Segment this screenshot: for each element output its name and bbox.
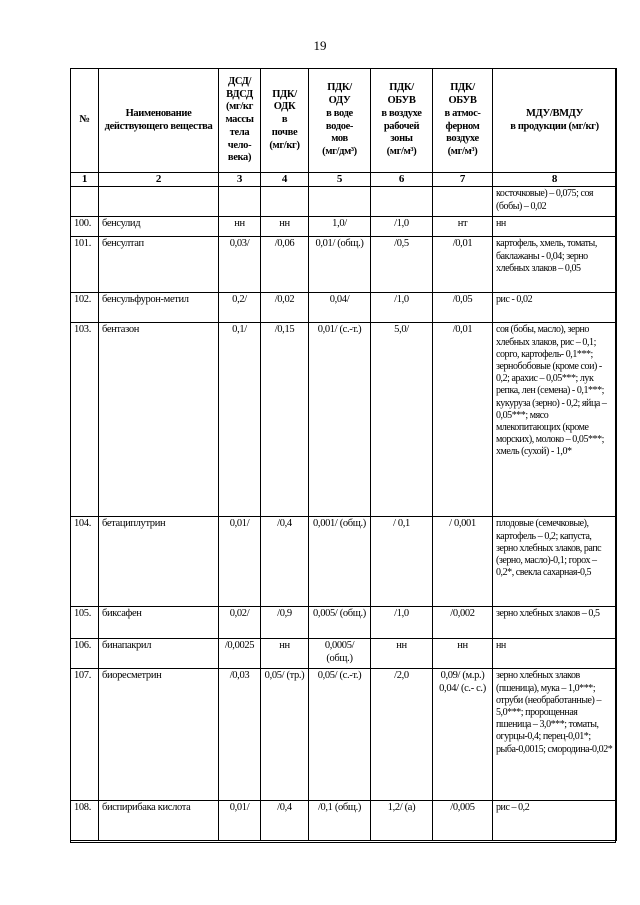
mdu-value: косточковые) – 0,075; соя (бобы) – 0,02: [493, 187, 617, 217]
work-air-value: 1,2/ (а): [371, 801, 433, 841]
page-number: 19: [313, 38, 327, 53]
dsd-value: 0,01/: [219, 517, 261, 607]
column-number: 5: [309, 173, 371, 187]
row-number: 105.: [71, 607, 99, 639]
dsd-value: 0,03/: [219, 237, 261, 293]
header-dsd: ДСД/ ВДСД (мг/кг массы тела чело- века): [219, 69, 261, 173]
substance-name: биксафен: [99, 607, 219, 639]
atm-air-value: /0,01: [433, 323, 493, 517]
header-number: №: [71, 69, 99, 173]
water-value: 0,001/ (общ.): [309, 517, 371, 607]
work-air-value: /0,5: [371, 237, 433, 293]
header-row: [71, 69, 617, 173]
table-row: [71, 187, 617, 217]
water-value: 1,0/: [309, 217, 371, 237]
table-row: [71, 801, 617, 841]
dsd-value: [219, 187, 261, 217]
mdu-value: плодовые (семечковые), картофель – 0,2; капуста, зерно хлебных злаков, рапс (зерно, масло)-0,1; горох – 0,2*, свекла сахарная-0,5: [493, 517, 617, 607]
row-number: [71, 187, 99, 217]
column-number-row: [71, 173, 617, 187]
soil-value: /0,9: [261, 607, 309, 639]
table-row: [71, 607, 617, 639]
table-row: [71, 517, 617, 607]
substance-name: биспирибака кислота: [99, 801, 219, 841]
soil-value: /0,06: [261, 237, 309, 293]
table-row: [71, 237, 617, 293]
substance-name: бенсулид: [99, 217, 219, 237]
work-air-value: 5,0/: [371, 323, 433, 517]
dsd-value: 0,2/: [219, 293, 261, 323]
atm-air-value: /0,01: [433, 237, 493, 293]
work-air-value: [371, 187, 433, 217]
work-air-value: /2,0: [371, 669, 433, 801]
soil-value: /0,02: [261, 293, 309, 323]
mdu-value: нн: [493, 217, 617, 237]
work-air-value: /1,0: [371, 217, 433, 237]
soil-value: /0,4: [261, 801, 309, 841]
column-number: 1: [71, 173, 99, 187]
row-number: 107.: [71, 669, 99, 801]
substance-name: бенсульфурон-метил: [99, 293, 219, 323]
substance-name: бентазон: [99, 323, 219, 517]
work-air-value: /1,0: [371, 293, 433, 323]
soil-value: 0,05/ (тр.): [261, 669, 309, 801]
soil-value: /0,4: [261, 517, 309, 607]
dsd-value: /0,03: [219, 669, 261, 801]
dsd-value: 0,1/: [219, 323, 261, 517]
mdu-value: картофель, хмель, томаты, баклажаны - 0,04; зерно хлебных злаков – 0,05: [493, 237, 617, 293]
water-value: 0,0005/ (общ.): [309, 639, 371, 669]
dsd-value: нн: [219, 217, 261, 237]
work-air-value: /1,0: [371, 607, 433, 639]
water-value: 0,01/ (общ.): [309, 237, 371, 293]
column-number: 6: [371, 173, 433, 187]
header-mdu: МДУ/ВМДУ в продукции (мг/кг): [493, 69, 617, 173]
work-air-value: нн: [371, 639, 433, 669]
mdu-value: рис – 0,2: [493, 801, 617, 841]
row-number: 100.: [71, 217, 99, 237]
atm-air-value: 0,09/ (м.р.) 0,04/ (с.- с.): [433, 669, 493, 801]
row-number: 103.: [71, 323, 99, 517]
mdu-value: зерно хлебных злаков (пшеница), мука – 1,0***; отруби (необработанные) – 5,0***; пророщенная пшеница – 3,0***; томаты, огурцы-0,4; перец-0,01*; рыба-0,0015; смородина-0,02*: [493, 669, 617, 801]
water-value: /0,1 (общ.): [309, 801, 371, 841]
water-value: 0,04/: [309, 293, 371, 323]
substance-name: бинапакрил: [99, 639, 219, 669]
header-water: ПДК/ ОДУ в воде водое- мов (мг/дм³): [309, 69, 371, 173]
atm-air-value: / 0,001: [433, 517, 493, 607]
column-number: 2: [99, 173, 219, 187]
water-value: 0,01/ (с.-т.): [309, 323, 371, 517]
water-value: 0,005/ (общ.): [309, 607, 371, 639]
column-number: 3: [219, 173, 261, 187]
row-number: 108.: [71, 801, 99, 841]
table-row: [71, 639, 617, 669]
mdu-value: зерно хлебных злаков – 0,5: [493, 607, 617, 639]
header-soil: ПДК/ ОДК в почве (мг/кг): [261, 69, 309, 173]
row-number: 104.: [71, 517, 99, 607]
column-number: 7: [433, 173, 493, 187]
substance-name: [99, 187, 219, 217]
atm-air-value: /0,05: [433, 293, 493, 323]
work-air-value: / 0,1: [371, 517, 433, 607]
mdu-value: нн: [493, 639, 617, 669]
table-row: [71, 669, 617, 801]
water-value: 0,05/ (с.-т.): [309, 669, 371, 801]
dsd-value: /0,0025: [219, 639, 261, 669]
row-number: 101.: [71, 237, 99, 293]
row-number: 102.: [71, 293, 99, 323]
dsd-value: 0,01/: [219, 801, 261, 841]
atm-air-value: [433, 187, 493, 217]
column-number: 8: [493, 173, 617, 187]
row-number: 106.: [71, 639, 99, 669]
table-row: [71, 323, 617, 517]
water-value: [309, 187, 371, 217]
atm-air-value: нн: [433, 639, 493, 669]
substance-name: бетациплутрин: [99, 517, 219, 607]
header-atm-air: ПДК/ ОБУВ в атмос- ферном воздухе (мг/м³): [433, 69, 493, 173]
column-number: 4: [261, 173, 309, 187]
soil-value: нн: [261, 639, 309, 669]
atm-air-value: /0,002: [433, 607, 493, 639]
soil-value: нн: [261, 217, 309, 237]
soil-value: /0,15: [261, 323, 309, 517]
table-row: [71, 293, 617, 323]
mdu-value: рис - 0,02: [493, 293, 617, 323]
atm-air-value: /0,005: [433, 801, 493, 841]
mdu-value: соя (бобы, масло), зерно хлебных злаков, рис – 0,1; сорго, картофель- 0,1***; зернобобовые (кроме сои) - 0,2; арахис – 0,05***; лук репка, лен (семена) - 0,1***; кукуруза (зерно) - 0,2; яйца – 0,05***; мясо млекопитающих (кроме морских), молоко – 0,05***; хмель (сухой) - 1,0*: [493, 323, 617, 517]
header-work-air: ПДК/ ОБУВ в воздухе рабочей зоны (мг/м³): [371, 69, 433, 173]
header-substance-name: Наименование действующего вещества: [99, 69, 219, 173]
dsd-value: 0,02/: [219, 607, 261, 639]
soil-value: [261, 187, 309, 217]
substance-name: бенсултап: [99, 237, 219, 293]
substance-name: биоресметрин: [99, 669, 219, 801]
atm-air-value: нт: [433, 217, 493, 237]
table-row: [71, 217, 617, 237]
pesticide-table: [70, 68, 617, 841]
